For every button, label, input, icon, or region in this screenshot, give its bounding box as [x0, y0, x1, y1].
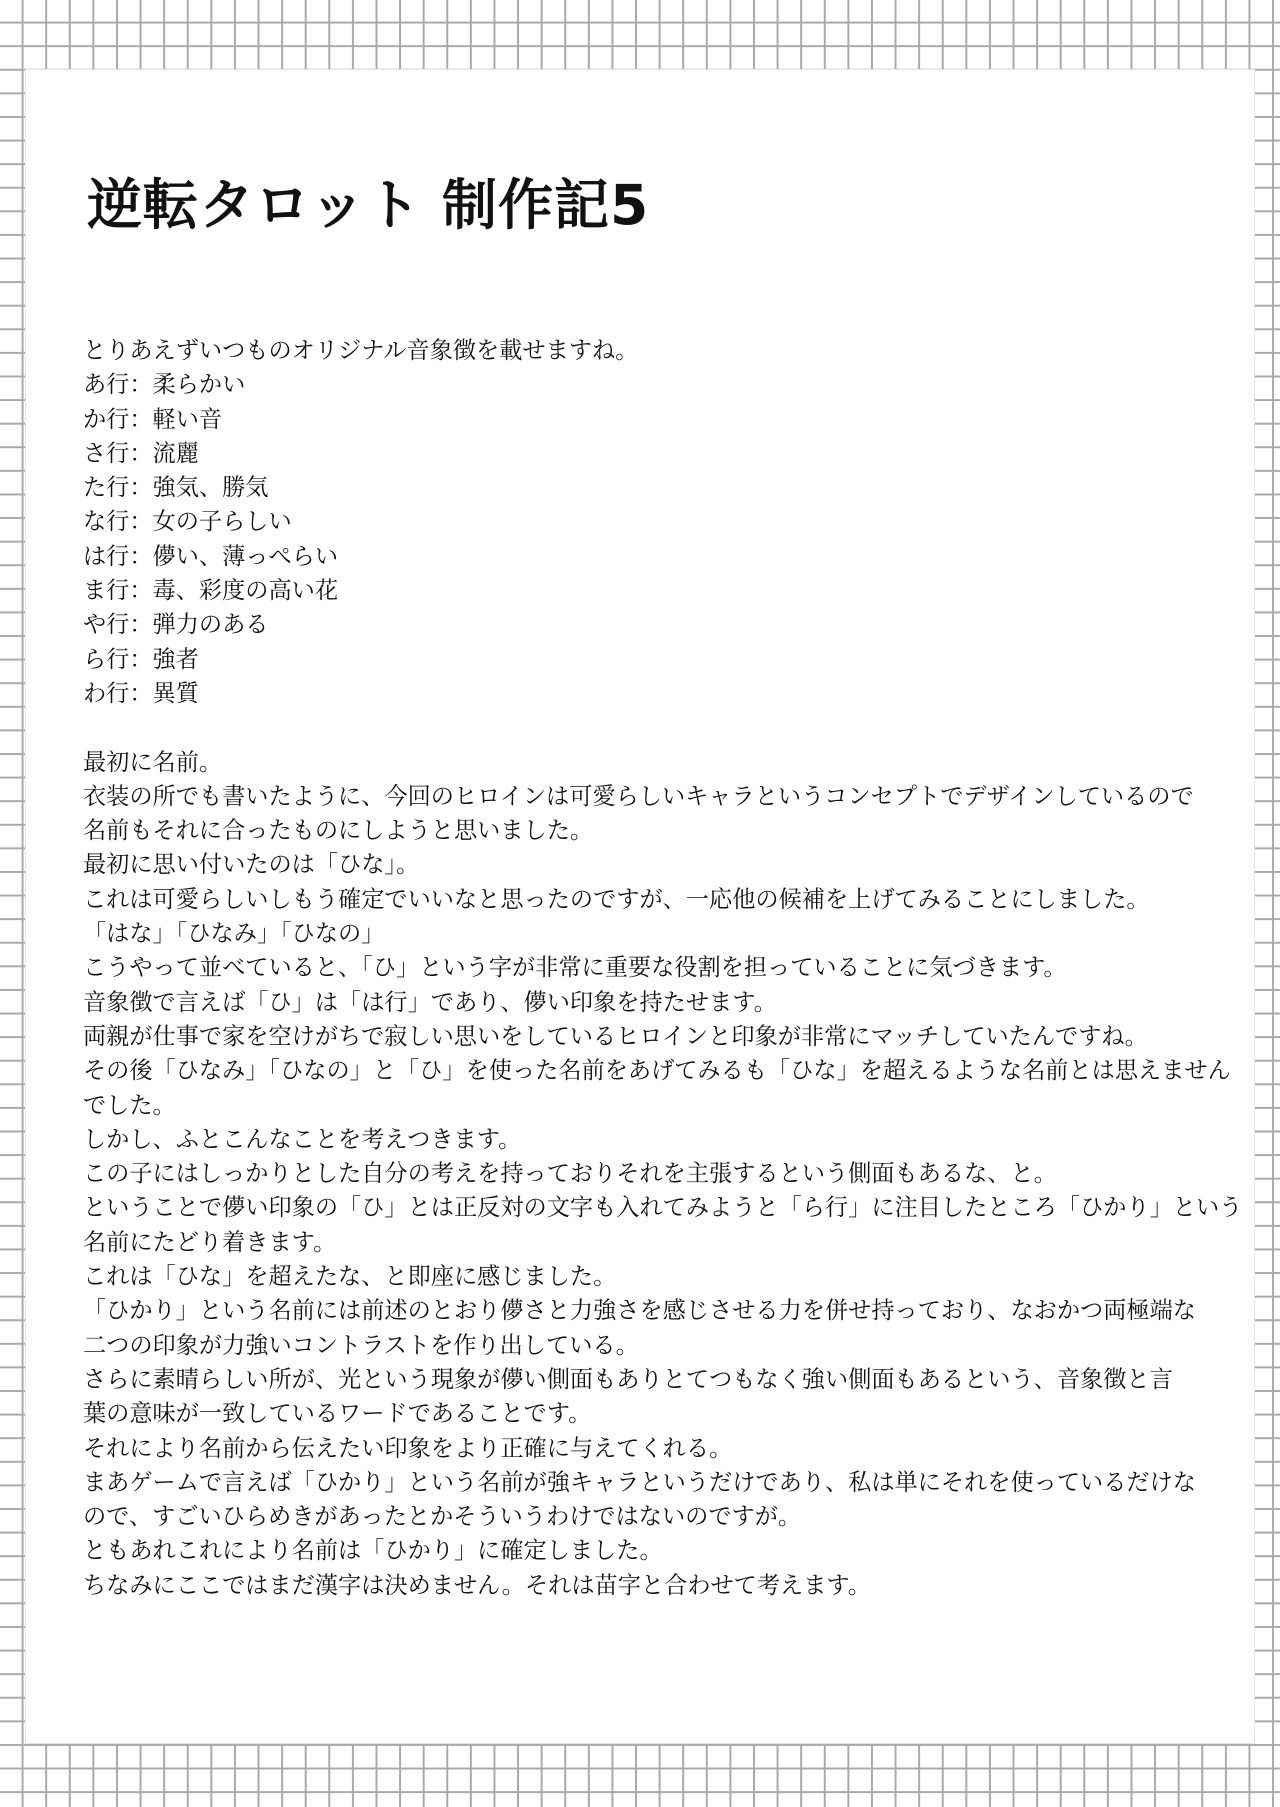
body-line: 名前もそれに合ったものにしようと思いました。 [83, 817, 594, 845]
body-line: これは「ひな」を超えたな、と即座に感じました。 [83, 1263, 617, 1291]
body-line: 衣装の所でも書いたように、今回のヒロインは可愛らしいキャラというコンセプトでデザインしているので [83, 782, 1194, 810]
body-line: 「はな」「ひなみ」「ひなの」 [83, 920, 385, 948]
body-line: ということで儚い印象の「ひ」とは正反対の文字も入れてみようと「ら行」に注目したところ「ひかり」という [83, 1194, 1243, 1222]
body-line: まあゲームで言えば「ひかり」という名前が強キャラというだけであり、私は単にそれを使っているだけな [83, 1468, 1196, 1496]
page-title: 逆転タロット 制作記5 [87, 173, 650, 237]
sound-symbolism-item: た行：強気、勝気 [83, 474, 269, 502]
body-line: でした。 [83, 1091, 176, 1119]
body-line: ちなみにここではまだ漢字は決めません。それは苗字と合わせて考えます。 [83, 1571, 871, 1599]
body-line: 葉の意味が一致しているワードであることです。 [83, 1400, 592, 1428]
sound-symbolism-item: ら行：強者 [83, 645, 199, 673]
body-line: この子にはしっかりとした自分の考えを持っておりそれを主張するという側面もあるな、と。 [83, 1160, 1057, 1188]
sound-symbolism-item: ま行：毒、彩度の高い花 [83, 577, 339, 605]
body-line: 最初に名前。 [83, 748, 223, 776]
body-line: 二つの印象が力強いコントラストを作り出している。 [83, 1331, 639, 1359]
sound-symbolism-item: わ行：異質 [83, 679, 199, 707]
body-line: これは可愛らしいしもう確定でいいなと思ったのですが、一応他の候補を上げてみることにしました。 [83, 885, 1150, 913]
body-line: 「ひかり」という名前には前述のとおり儚さと力強さを感じさせる力を併せ持っており、なおかつ両極端な [83, 1297, 1196, 1325]
sound-symbolism-item: や行：弾力のある [83, 611, 269, 639]
body-line: 両親が仕事で家を空けがちで寂しい思いをしているヒロインと印象が非常にマッチしていたんですね。 [83, 1022, 1148, 1050]
body-line: それにより名前から伝えたい印象をより正確に与えてくれる。 [83, 1434, 733, 1462]
body-line: ので、すごいひらめきがあったとかそういうわけではないのですが。 [83, 1503, 802, 1531]
body-line: その後「ひなみ」「ひなの」と「ひ」を使った名前をあげてみるも「ひな」を超えるような名前とは思えません [83, 1057, 1231, 1085]
intro-line: とりあえずいつものオリジナル音象徴を載せますね。 [83, 337, 639, 364]
body-line: こうやって並べていると、「ひ」という字が非常に重要な役割を担っていることに気づきます。 [83, 954, 1067, 982]
paragraph-gap [83, 711, 1213, 745]
body-line: 最初に思い付いたのは「ひな」。 [83, 851, 420, 879]
article-body [83, 334, 1243, 1603]
sound-symbolism-item: な行：女の子らしい [83, 508, 292, 536]
body-line: しかし、ふとこんなことを考えつきます。 [83, 1125, 522, 1153]
sound-symbolism-item: か行：軽い音 [83, 405, 223, 433]
sound-symbolism-item: あ行：柔らかい [83, 371, 246, 399]
body-line: 音象徴で言えば「ひ」は「は行」であり、儚い印象を持たせます。 [83, 988, 777, 1016]
sound-symbolism-item: さ行：流麗 [83, 439, 199, 467]
body-line: ともあれこれにより名前は「ひかり」に確定しました。 [83, 1537, 663, 1565]
sound-symbolism-item: は行：儚い、薄っぺらい [83, 542, 339, 570]
body-line: さらに素晴らしい所が、光という現象が儚い側面もありとてつもなく強い側面もあるという、音象徴と言 [83, 1365, 1173, 1393]
body-line: 名前にたどり着きます。 [83, 1228, 337, 1256]
